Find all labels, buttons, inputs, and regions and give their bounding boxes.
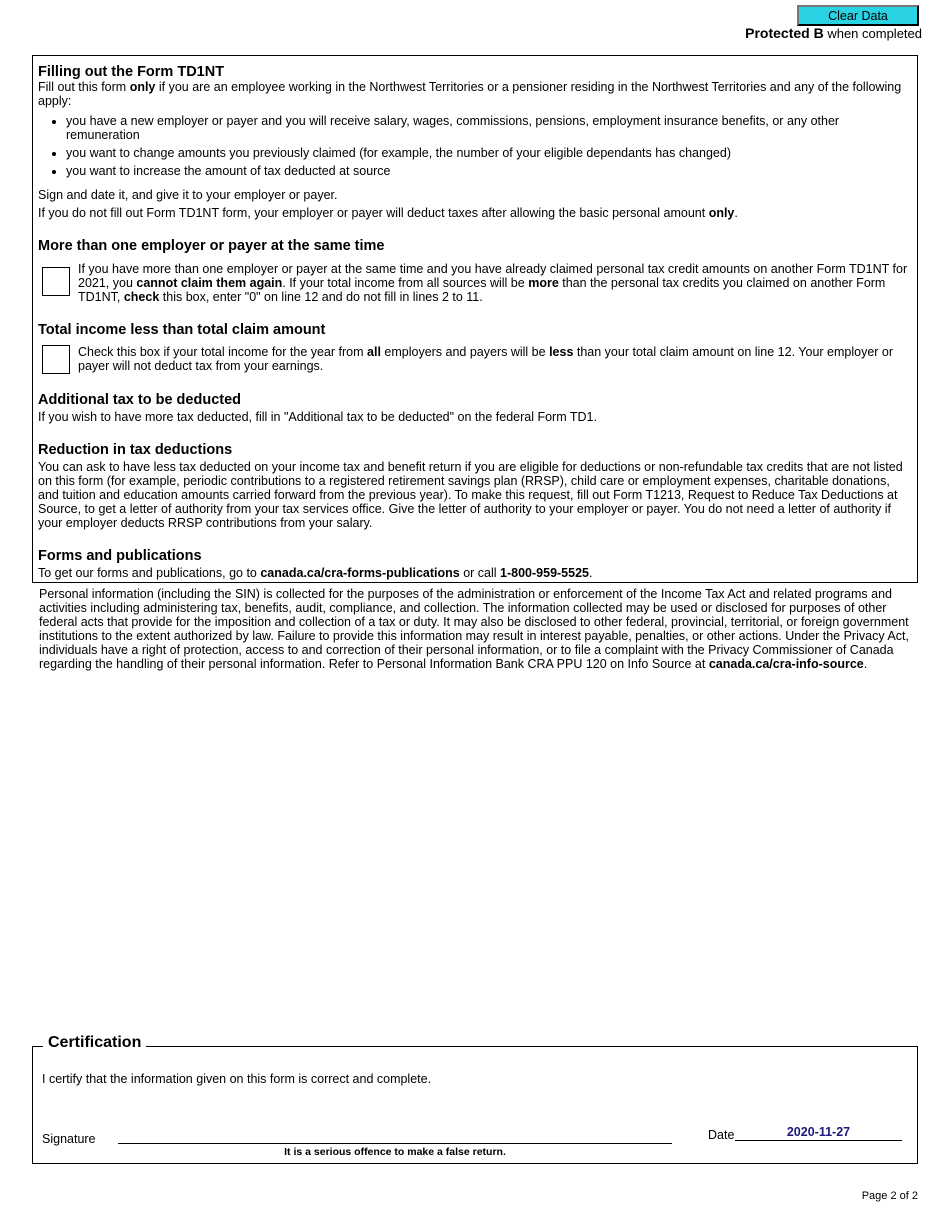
- instructions-box: [32, 55, 918, 583]
- protected-b-label: Protected B when completed: [745, 25, 922, 41]
- list-item: • you want to change amounts you previously claimed (for example, the number of your eligible dependants has changed): [66, 146, 912, 160]
- more-than-one-checkbox[interactable]: [42, 267, 70, 296]
- total-income-checkbox[interactable]: [42, 345, 70, 374]
- filling-intro: Fill out this form only if you are an employee working in the Northwest Territories or a pensioner residing in the Northwest Territories and any of the following apply:: [38, 80, 902, 108]
- basic-amount-note: If you do not fill out Form TD1NT form, your employer or payer will deduct taxes after allowing the basic personal amount only.: [38, 206, 738, 220]
- forms-link[interactable]: canada.ca/cra-forms-publications: [260, 566, 460, 580]
- signature-line[interactable]: [118, 1143, 672, 1144]
- list-item: • you have a new employer or payer and you will receive salary, wages, commissions, pensions, employment insurance benefits, or any other remuneration: [66, 114, 912, 142]
- additional-tax-title: Additional tax to be deducted: [38, 392, 242, 408]
- privacy-notice: Personal information (including the SIN) is collected for the purposes of the administration or enforcement of the Income Tax Act and related programs and activities including administering tax, benefits, audit, compliance, and collection. The information collected may be used or disclosed for purposes of other federal acts that provide for the imposition and collection of a tax or duty. It may also be disclosed to other federal, provincial, territorial, or foreign government institutions to the extent authorized by law. Failure to provide this information may result in interest payable, penalties, or other actions. Under the Privacy Act, individuals have a right of protection, access to and correction of their personal information, or to file a complaint with the Privacy Commissioner of Canada regarding the handling of their personal information. Refer to Personal Information Bank CRA PPU 120 on Info Source at canada.ca/cra-info-source.: [39, 587, 909, 671]
- list-item: • you want to increase the amount of tax deducted at source: [66, 164, 912, 178]
- date-label: Date: [708, 1128, 735, 1142]
- certification-box: [32, 1034, 918, 1164]
- filling-title: Filling out the Form TD1NT: [38, 64, 225, 80]
- offence-warning: It is a serious offence to make a false return.: [284, 1146, 506, 1158]
- reduction-text: You can ask to have less tax deducted on your income tax and benefit return if you are eligible for deductions or non-refundable tax credits that are not listed on this form (for example, periodic contributions to a registered retirement savings plan (RRSP), child care or employment expenses, charitable donations, and tuition and education amounts carried forward from the previous year). To make this request, fill out Form T1213, Request to Reduce Tax Deductions at Source, to get a letter of authority from your tax services office. Give the letter of authority to your employer or payer. You do not need a letter of authority if your employer deducts RRSP contributions from your salary.: [38, 460, 903, 530]
- more-than-one-text: If you have more than one employer or payer at the same time and you have already claimed personal tax credit amounts on another Form TD1NT for 2021, you cannot claim them again. If your total income from all sources will be more than the personal tax credits you claimed on another Form TD1NT, check this box, enter "0" on line 12 and do not fill in lines 2 to 11.: [78, 262, 908, 304]
- page-number: Page 2 of 2: [861, 1190, 918, 1202]
- date-field[interactable]: [735, 1123, 902, 1141]
- phone-number: 1-800-959-5525: [500, 566, 589, 580]
- clear-data-button[interactable]: Clear Data: [797, 5, 919, 26]
- reduction-title: Reduction in tax deductions: [38, 442, 233, 458]
- total-income-title: Total income less than total claim amount: [38, 322, 326, 338]
- certification-title: Certification: [43, 1036, 146, 1050]
- sign-instruction: Sign and date it, and give it to your employer or payer.: [38, 188, 338, 202]
- forms-text: To get our forms and publications, go to canada.ca/cra-forms-publications or call 1-800-959-5525.: [38, 566, 593, 580]
- info-source-link[interactable]: canada.ca/cra-info-source: [708, 657, 864, 671]
- total-income-text: Check this box if your total income for the year from all employers and payers will be less than your total claim amount on line 12. Your employer or payer will not deduct tax from your earnings.: [78, 345, 894, 373]
- total-income-row: [38, 340, 912, 374]
- certification-statement: I certify that the information given on this form is correct and complete.: [42, 1072, 432, 1086]
- additional-tax-text: If you wish to have more tax deducted, fill in "Additional tax to be deducted" on the federal Form TD1.: [38, 410, 597, 424]
- more-than-one-title: More than one employer or payer at the same time: [38, 238, 385, 254]
- signature-label: Signature: [42, 1132, 96, 1146]
- filling-list: [38, 114, 912, 178]
- more-than-one-row: [38, 262, 912, 304]
- forms-title: Forms and publications: [38, 548, 202, 564]
